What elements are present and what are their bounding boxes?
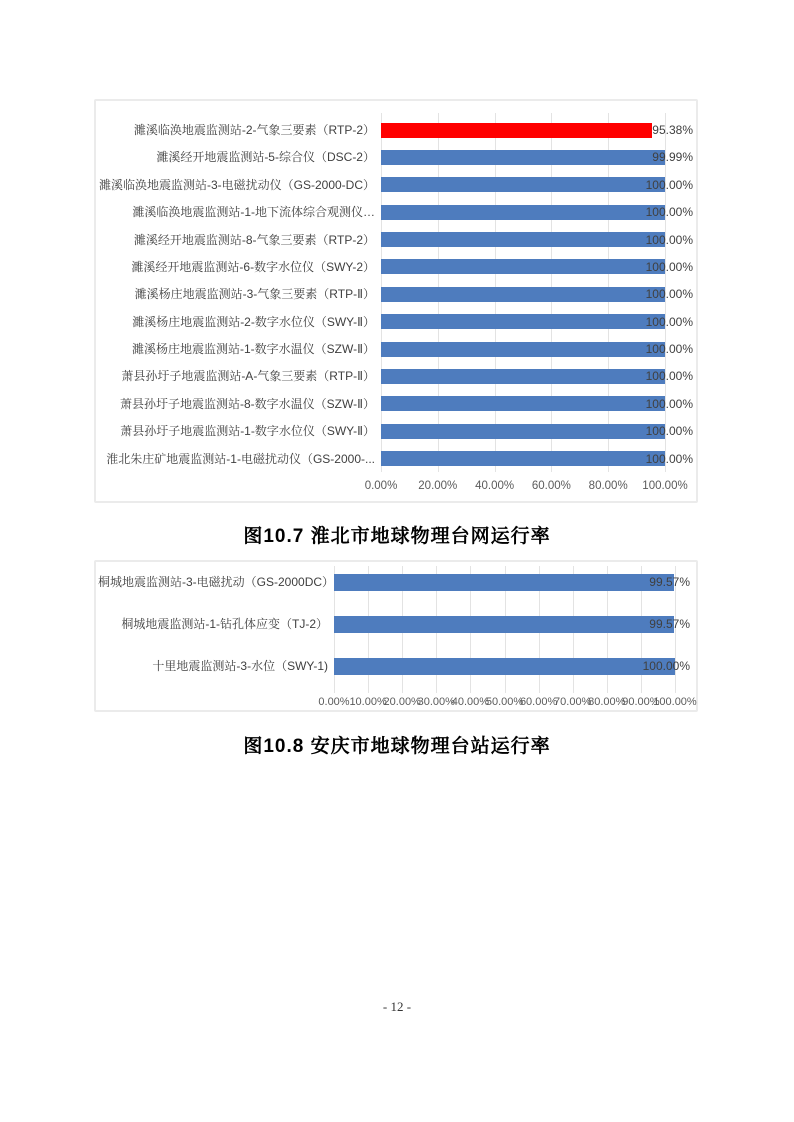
- x-axis-tick-label: 80.00%: [588, 480, 628, 492]
- data-label: 100.00%: [645, 205, 693, 220]
- category-label: 濉溪经开地震监测站-5-综合仪（DSC-2）: [156, 150, 375, 165]
- data-label: 99.57%: [649, 575, 690, 589]
- figure-caption-10-8: 图10.8 安庆市地球物理台站运行率: [243, 736, 551, 757]
- category-label: 濉溪临涣地震监测站-3-电磁扰动仪（GS-2000-DC）: [98, 177, 375, 192]
- x-axis-tick-label: 80.00%: [588, 696, 626, 708]
- category-label: 濉溪临涣地震监测站-2-气象三要素（RTP-2）: [133, 123, 375, 137]
- bar: [381, 150, 665, 165]
- bar: [381, 424, 665, 439]
- data-label: 100.00%: [645, 396, 693, 411]
- bar: [334, 658, 675, 675]
- bar: [381, 205, 665, 220]
- x-axis-tick-label: 90.00%: [622, 696, 660, 708]
- bar: [381, 259, 665, 274]
- bar: [381, 342, 665, 357]
- category-label: 萧县孙圩子地震监测站-8-数字水温仪（SZW-Ⅱ）: [119, 396, 375, 411]
- data-label: 99.57%: [649, 617, 690, 631]
- bar: [381, 369, 665, 384]
- bar: [334, 574, 674, 591]
- bar: [381, 287, 665, 302]
- data-label: 100.00%: [645, 232, 693, 247]
- x-axis-tick-label: 60.00%: [531, 480, 571, 492]
- category-label: 濉溪杨庄地震监测站-3-气象三要素（RTP-Ⅱ）: [134, 287, 375, 302]
- category-label: 桐城地震监测站-3-电磁扰动（GS-2000DC）: [98, 575, 335, 589]
- x-axis-tick-label: 100.00%: [642, 480, 688, 492]
- x-axis-tick-label: 40.00%: [451, 696, 490, 708]
- category-label: 濉溪杨庄地震监测站-1-数字水温仪（SZW-Ⅱ）: [131, 342, 375, 357]
- category-label: 濉溪经开地震监测站-8-气象三要素（RTP-2）: [133, 232, 375, 247]
- data-label: 100.00%: [645, 342, 693, 357]
- x-axis-tick-label: 30.00%: [417, 696, 455, 708]
- x-axis-tick-label: 100.00%: [653, 696, 697, 708]
- category-label: 桐城地震监测站-1-钻孔体应变（TJ-2）: [121, 617, 328, 631]
- x-axis-tick-label: 20.00%: [418, 480, 458, 492]
- data-label: 100.00%: [645, 259, 693, 274]
- bar: [381, 396, 665, 411]
- data-label: 100.00%: [645, 369, 693, 384]
- data-label: 100.00%: [642, 659, 690, 673]
- category-label: 萧县孙圩子地震监测站-1-数字水位仪（SWY-Ⅱ）: [120, 424, 375, 439]
- data-label: 100.00%: [645, 177, 693, 192]
- x-axis-tick-label: 0.00%: [364, 480, 398, 492]
- bar: [381, 177, 665, 192]
- page-number: - 12 -: [382, 999, 412, 1014]
- category-label: 十里地震监测站-3-水位（SWY-1): [152, 659, 328, 673]
- bar: [381, 314, 665, 329]
- bar: [381, 232, 665, 247]
- bar: [381, 451, 665, 466]
- category-label: 濉溪临涣地震监测站-1-地下流体综合观测仪…: [132, 205, 375, 220]
- x-axis-tick-label: 0.00%: [318, 696, 350, 708]
- category-label: 濉溪经开地震监测站-6-数字水位仪（SWY-2）: [131, 259, 375, 274]
- data-label: 99.99%: [652, 150, 693, 165]
- data-label: 100.00%: [645, 424, 693, 439]
- x-axis-tick-label: 50.00%: [485, 696, 524, 708]
- x-axis-tick-label: 70.00%: [554, 696, 592, 708]
- x-axis-tick-label: 40.00%: [475, 480, 515, 492]
- data-label: 100.00%: [645, 451, 693, 466]
- chart-anqing-station-operation-rate: [94, 560, 698, 712]
- x-axis-tick-label: 20.00%: [383, 696, 421, 708]
- data-label: 100.00%: [645, 314, 693, 329]
- figure-caption-10-7: 图10.7 淮北市地球物理台网运行率: [243, 526, 551, 547]
- data-label: 95.38%: [652, 123, 693, 137]
- chart-huaibei-network-operation-rate: [94, 99, 698, 503]
- category-label: 萧县孙圩子地震监测站-A-气象三要素（RTP-Ⅱ）: [121, 369, 375, 384]
- data-label: 100.00%: [645, 287, 693, 302]
- category-label: 濉溪杨庄地震监测站-2-数字水位仪（SWY-Ⅱ）: [132, 314, 375, 329]
- bar: [334, 616, 674, 633]
- x-axis-tick-label: 10.00%: [349, 696, 387, 708]
- category-label: 淮北朱庄矿地震监测站-1-电磁扰动仪（GS-2000-...: [106, 451, 375, 466]
- x-axis-tick-label: 60.00%: [519, 696, 558, 708]
- bar: [381, 123, 652, 138]
